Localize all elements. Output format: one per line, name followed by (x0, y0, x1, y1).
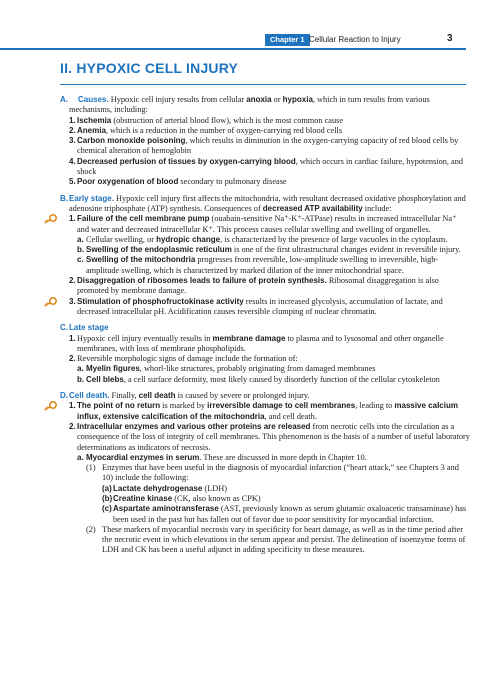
subsubitem-text: Enzymes that have been useful in the diagnosis of myocardial infarction (“heart attack,” see Chapters 3 and 10) include the following: (102, 463, 459, 483)
paren-number: (2) (86, 524, 96, 534)
section-c-heading: Late stage (69, 323, 109, 333)
item-term: membrane damage (212, 333, 286, 343)
item-term: Stimulation of phosphofructokinase activity (77, 296, 244, 306)
list-item (60, 157, 470, 178)
item-text: Reversible morphologic signs of damage include the formation of: (77, 354, 298, 364)
subitem-letter: a. (77, 364, 84, 374)
list-subitem (60, 235, 470, 245)
item-number: 3. (69, 296, 76, 306)
item-text: (ouabain-sensitive Na⁺-K⁺-ATPase) results in increased intracellular Na⁺ and water and decreased intracellular K⁺. This process causes cellular swelling and swelling of organelles. (77, 214, 457, 234)
item-number: 1. (69, 401, 76, 411)
item-term: Carbon monoxide poisoning (77, 136, 186, 146)
section-b-heading: Early stage. (69, 193, 114, 203)
enzyme-text: (CK, also known as CPK) (172, 493, 261, 503)
item-number: 2. (69, 421, 76, 431)
subitem-term: Swelling of the mitochondria (86, 255, 196, 265)
subitem-letter: a. (77, 234, 84, 244)
item-text: to plasma and to lysosomal and other organelle membranes, with loss of membrane phospholipids. (77, 333, 444, 353)
item-text: results in increased glycolysis, accumulation of lactate, and decreased intracellular pH. Acidification causes reversible clumping of nuclear chromatin. (77, 296, 443, 316)
chapter-tag: Chapter 1 (265, 34, 310, 46)
subsubitem-text: These markers of myocardial necrosis vary in specificity for heart damage, as well as in the time period after the necrotic event in which elevations in the serum appear and persist. The delineation of isoenzyme forms of LDH and CK has been a useful adjunct in adding specificity to these measures. (102, 524, 466, 555)
list-subitem (60, 453, 470, 463)
item-term: Failure of the cell membrane pump (77, 214, 210, 224)
item-text: , leading to (355, 401, 395, 411)
section-title: II. HYPOXIC CELL INJURY (60, 60, 239, 76)
section-a-intro-end: , which in turn results from various mechanisms, including: (69, 95, 430, 115)
enzyme-text: (LDH) (202, 483, 228, 493)
term-anoxia: anoxia (246, 95, 272, 104)
key-icon (43, 401, 57, 411)
item-number: 1. (69, 214, 76, 224)
term-hypoxia: hypoxia (282, 95, 313, 104)
item-term: irreversible damage to cell membranes (207, 401, 356, 411)
list-item (60, 276, 470, 297)
section-b-letter: B. (60, 193, 68, 203)
subitem-letter: c. (77, 255, 84, 265)
subitem-text: progresses from reversible, low-amplitude swelling to irreversible, high-amplitude swelling, which is characterized by marked dilation of the inner mitochondrial space. (86, 255, 439, 275)
section-b-intro-end: include: (362, 203, 392, 213)
item-text: Ribosomal disaggregation is also promoted by membrane damage. (77, 276, 439, 296)
enzyme-letter: (b) (102, 493, 113, 503)
section-d (60, 391, 470, 556)
item-term: Intracellular enzymes and various other proteins are released (77, 421, 311, 431)
item-text: , which results in diminution in the oxygen-carrying capacity of red blood cells by chemical alteration of hemoglobin (77, 136, 459, 156)
running-header (0, 33, 500, 47)
section-d-letter: D. (60, 391, 68, 401)
enzyme-item (60, 504, 470, 525)
list-item (60, 354, 470, 364)
list-item (60, 126, 470, 136)
page-number: 3 (447, 33, 453, 44)
section-a-heading: Causes. (78, 95, 109, 104)
subitem-text: is one of the first ultrastructural changes evident in reversible injury. (231, 245, 461, 255)
item-term: Decreased perfusion of tissues by oxygen-carrying blood (77, 156, 296, 166)
list-subsubitem (60, 463, 470, 484)
list-item (60, 136, 470, 157)
item-term: Anemia (77, 125, 106, 135)
list-item (60, 401, 470, 422)
list-subitem (60, 364, 470, 374)
list-item (60, 334, 470, 355)
subitem-term: Myocardial enzymes in serum (86, 452, 200, 462)
list-item (60, 422, 470, 453)
enzyme-term: Lactate dehydrogenase (113, 483, 203, 493)
list-subitem (60, 245, 470, 255)
item-number: 2. (69, 276, 76, 286)
item-number: 2. (69, 354, 76, 364)
item-text: , and cell death. (264, 411, 317, 421)
item-text: , which occurs in cardiac failure, hypotension, and shock (77, 156, 463, 177)
item-pre: Hypoxic cell injury eventually results in (77, 333, 213, 343)
list-subitem (60, 255, 470, 276)
paren-number: (1) (86, 463, 96, 473)
subitem-term: hydropic change (156, 234, 221, 244)
subitem-letter: a. (77, 452, 84, 462)
list-item (60, 177, 470, 187)
item-term: Poor oxygenation of blood (77, 177, 179, 187)
item-number: 2. (69, 125, 76, 135)
section-a-letter: A. (60, 95, 68, 104)
item-number: 3. (69, 136, 76, 146)
subitem-letter: b. (77, 374, 85, 384)
item-text: is marked by (160, 401, 208, 411)
item-number: 1. (69, 333, 76, 343)
section-d-intro: Finally, (111, 391, 139, 401)
enzyme-term: Creatine kinase (113, 493, 173, 503)
text-or: or (271, 95, 283, 104)
section-a-intro: Hypoxic cell injury results from cellular (110, 95, 247, 104)
section-d-heading: Cell death. (69, 391, 110, 401)
key-icon (43, 214, 57, 224)
subitem-pre: Cellular swelling, or (86, 234, 157, 244)
subitem-text: , is characterized by the presence of large vacuoles in the cytoplasm. (220, 234, 448, 244)
item-text: , which is a reduction in the number of oxygen-carrying red blood cells (105, 125, 343, 135)
enzyme-item (60, 494, 470, 504)
section-d-intro-end: is caused by severe or prolonged injury. (175, 391, 310, 401)
item-text: (obstruction of arterial blood flow), which is the most common cause (111, 115, 344, 125)
section-c (60, 323, 470, 385)
list-item (60, 116, 470, 126)
item-term: Disaggregation of ribosomes leads to failure of protein synthesis. (77, 276, 327, 286)
section-rule (60, 84, 466, 85)
list-subitem (60, 375, 470, 385)
chapter-title: Cellular Reaction to Injury (309, 35, 401, 44)
item-text: secondary to pulmonary disease (178, 177, 287, 187)
item-number: 4. (69, 156, 76, 166)
section-b (60, 194, 470, 318)
term-decreased-atp: decreased ATP availability (262, 203, 363, 213)
item-term: The point of no return (77, 401, 161, 411)
list-subsubitem (60, 525, 470, 556)
list-item (60, 214, 470, 235)
enzyme-letter: (a) (102, 483, 112, 493)
enzyme-item (60, 484, 470, 494)
item-term: Ischemia (77, 115, 112, 125)
enzyme-letter: (c) (102, 504, 112, 514)
subitem-term: Myelin figures (86, 364, 140, 374)
section-a (60, 95, 470, 188)
subitem-text: , whorl-like structures, probably originating from damaged membranes (139, 364, 376, 374)
subitem-term: Cell blebs (86, 374, 124, 384)
item-number: 1. (69, 115, 76, 125)
subitem-term: Swelling of the endoplasmic reticulum (86, 245, 232, 255)
list-item (60, 297, 470, 318)
section-b-intro: Hypoxic cell injury first affects the mitochondria, with resultant decreased oxidative phosphorylation and adenosine triphosphate (ATP) synthesis. Consequences of (69, 193, 466, 213)
subitem-text: , a cell surface deformity, most likely caused by disorderly function of the cellular cytoskeleton (123, 374, 440, 384)
enzyme-term: Aspartate aminotransferase (113, 504, 219, 514)
section-c-letter: C. (60, 323, 68, 333)
term-cell-death: cell death (138, 391, 176, 401)
item-text: from necrotic cells into the circulation as a consequence of the loss of integrity of cell membranes. This phenomenon is the basis of a number of useful laboratory determinations as indicators of necrosis. (77, 421, 470, 452)
subitem-letter: b. (77, 245, 85, 255)
enzyme-text: (AST, previously known as serum glutamic oxaloacetic transaminase) has been used in the past but has fallen out of favor due to poor sensitivity for myocardial infarction. (113, 504, 467, 524)
subitem-text: . These are discussed in more depth in Chapter 10. (199, 452, 367, 462)
item-term: massive calcium influx, extensive calcification of the mitochondria (77, 401, 458, 421)
header-rule (0, 48, 466, 50)
page-body (60, 95, 470, 556)
item-number: 5. (69, 177, 76, 187)
key-icon (43, 297, 57, 307)
